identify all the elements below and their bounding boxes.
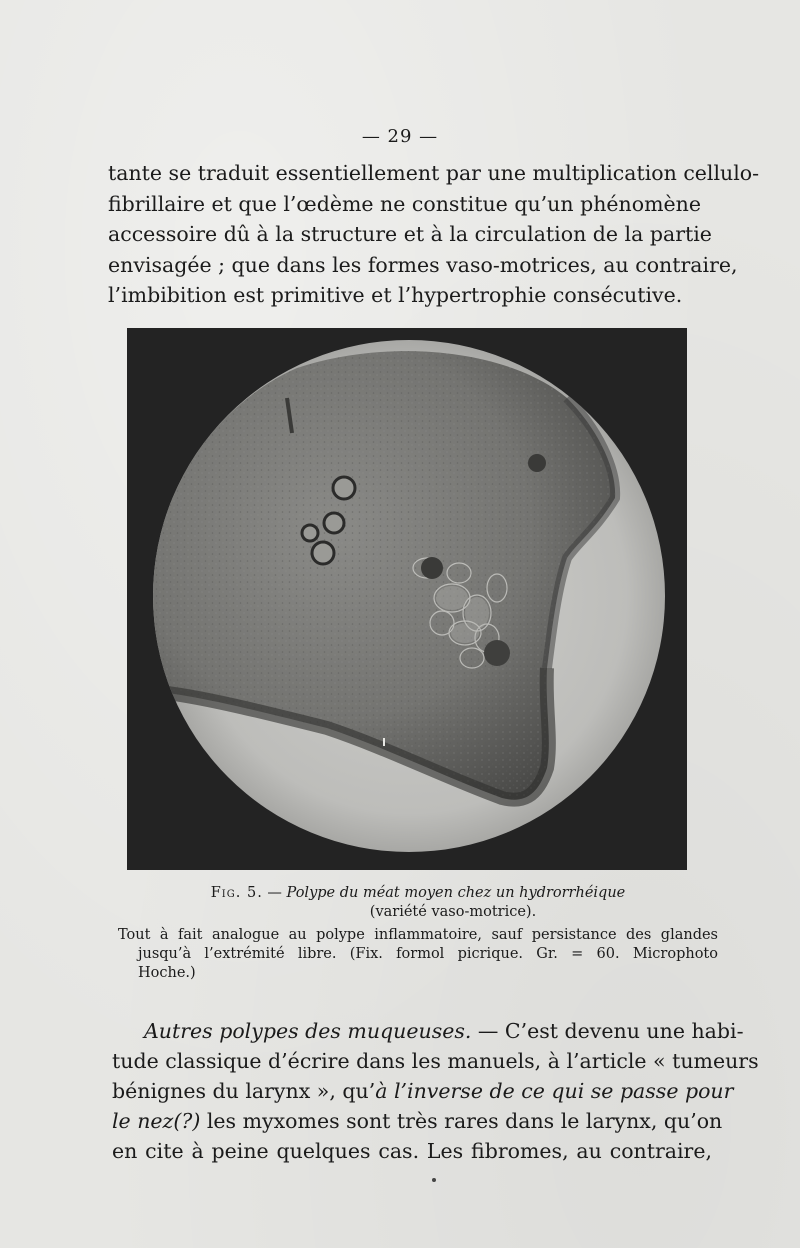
text-span: — C’est devenu une habi- — [471, 1019, 744, 1043]
page-number: — 29 — — [361, 126, 439, 147]
paragraph-top — [108, 158, 760, 311]
ink-dot — [432, 1178, 436, 1182]
figure-subtitle: (variété vaso-motrice). — [369, 904, 537, 920]
text-span: les myxomes sont très rares dans le larynx, qu’on — [200, 1109, 723, 1133]
text-line — [112, 1076, 734, 1106]
text-line: tude classique d’écrire dans les manuels, à l’article « tumeurs — [112, 1049, 759, 1073]
caption-title — [118, 884, 718, 903]
text-line: envisagée ; que dans les formes vaso-motrices, au contraire, — [108, 252, 738, 277]
text-line: fibrillaire et que l’œdème ne constitue qu’un phénomène — [108, 191, 701, 216]
text-line — [112, 1016, 744, 1046]
text-line — [112, 1106, 723, 1136]
micrograph-image — [127, 328, 687, 870]
question-mark: (?) — [173, 1109, 201, 1133]
text-line: tante se traduit essentiellement par une multiplication cellulo- — [108, 161, 760, 185]
gland-dark — [421, 557, 443, 579]
description-line: Tout à fait analogue au polype inflammatoire, sauf persistance des glandes — [118, 927, 718, 943]
description-line: jusqu’à l’extrémité libre. (Fix. formol picrique. Gr. = 60. Microphoto — [138, 946, 718, 962]
italic-span: à l’inverse de ce qui se passe pour — [375, 1079, 734, 1103]
text-span: bénignes du larynx », qu’ — [112, 1079, 376, 1103]
figure-title: Polype du méat moyen chez un hydrorrhéique — [286, 885, 626, 901]
caption-dash: — — [262, 885, 287, 901]
micrograph-figure — [127, 328, 687, 870]
figure-label: Fig. 5. — [210, 885, 263, 901]
figure-description — [118, 926, 718, 983]
text-line: l’imbibition est primitive et l’hypertrophie consécutive. — [108, 283, 683, 307]
text-line: accessoire dû à la structure et à la circulation de la partie — [108, 222, 712, 246]
paragraph-bottom — [112, 1016, 759, 1166]
figure-caption — [118, 884, 718, 983]
section-heading: Autres polypes des muqueuses. — [144, 1019, 472, 1043]
text-line: en cite à peine quelques cas. Les fibromes, au contraire, — [112, 1139, 712, 1163]
italic-span: le nez — [112, 1109, 174, 1133]
description-line: Hoche.) — [138, 965, 196, 981]
